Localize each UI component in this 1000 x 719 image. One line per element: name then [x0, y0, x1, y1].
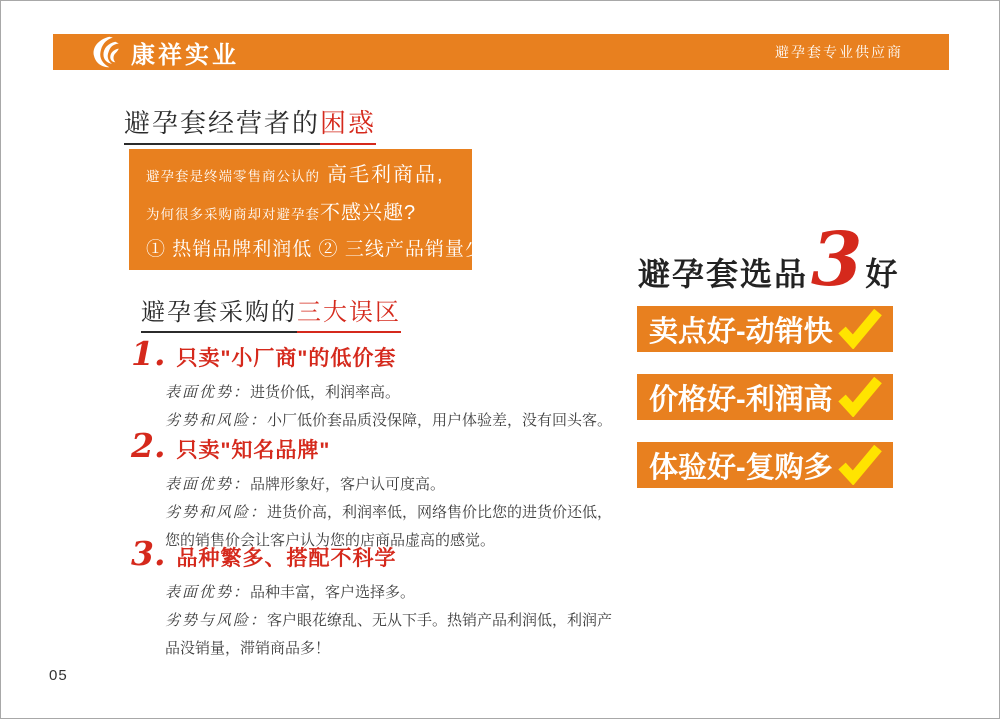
- benefit-banner-2: [637, 374, 893, 420]
- mistakes-section-title: [141, 292, 401, 327]
- mistake-2-heading-row: [131, 426, 617, 465]
- left-main-title: [124, 103, 376, 140]
- check-icon: [837, 445, 883, 485]
- advantage-text: 品种丰富，客户选择多。: [250, 584, 416, 601]
- selection-title: [638, 217, 900, 303]
- mistakes-title-prefix: 避孕套采购的: [141, 299, 297, 333]
- pain-point-line1-normal: 避孕套是终端零售商公认的: [146, 169, 320, 184]
- mistake-1-advantage: [165, 379, 617, 407]
- mistake-1-number: 1.: [131, 334, 166, 373]
- mistake-2-advantage: [165, 471, 617, 499]
- selection-title-suffix: 好: [865, 256, 900, 292]
- left-main-title-highlight: 困惑: [320, 108, 376, 145]
- benefit-banner-1: [637, 306, 893, 352]
- risk-label: 劣势和风险：: [165, 412, 268, 429]
- risk-text: 客户眼花缭乱、无从下手。热销产品利润低，利润产品没销量，滞销商品多！: [165, 612, 613, 657]
- mistake-2-heading: 只卖"知名品牌": [176, 439, 331, 462]
- mistake-1-body: [165, 379, 617, 435]
- mistake-1-heading-row: [131, 334, 617, 373]
- header-tagline: 避孕套专业供应商: [775, 44, 903, 60]
- mistake-3-number: 3.: [131, 534, 166, 573]
- benefit-banner-3: [637, 442, 893, 488]
- mistake-3-heading: 品种繁多、搭配不科学: [176, 547, 397, 570]
- selection-title-prefix: 避孕套选品: [638, 256, 809, 292]
- benefit-banner-2-label: 价格好-利润高: [649, 383, 833, 416]
- header-bar: [53, 34, 949, 70]
- benefit-banner-1-label: 卖点好-动销快: [649, 315, 833, 348]
- pain-point-line2-normal: 为何很多采购商却对避孕套: [146, 207, 320, 222]
- pain-point-box: [129, 149, 485, 270]
- advantage-label: 表面优势：: [165, 476, 251, 493]
- advantage-text: 品牌形象好，客户认可度高。: [250, 476, 446, 493]
- check-icon: [837, 377, 883, 417]
- advantage-label: 表面优势：: [165, 384, 251, 401]
- check-icon: [837, 309, 883, 349]
- mistakes-title-highlight: 三大误区: [297, 299, 401, 333]
- risk-text: 进货价高，利润率低，网络售价比您的进货价还低，您的销售价会让客户认为您的店商品虚高的感觉。: [165, 504, 613, 549]
- risk-label: 劣势和风险：: [165, 504, 268, 521]
- advantage-label: 表面优势：: [165, 584, 251, 601]
- mistake-1-heading: 只卖"小厂商"的低价套: [176, 347, 397, 370]
- page-number: 05: [49, 667, 68, 684]
- pain-point-line-3: ① 热销品牌利润低 ② 三线产品销量少: [146, 239, 485, 260]
- mistake-3-heading-row: [131, 534, 617, 573]
- mistake-3-body: [165, 579, 617, 663]
- advantage-text: 进货价低，利润率高。: [250, 384, 401, 401]
- mistake-item-3: [131, 534, 617, 663]
- pain-point-line2-large: 不感兴趣?: [320, 202, 417, 224]
- brand-name: 康祥实业: [131, 41, 239, 69]
- mistake-3-risk: [165, 607, 617, 663]
- pain-point-line1-large: 高毛利商品,: [327, 164, 445, 186]
- mistake-item-1: [131, 334, 617, 435]
- selection-title-big-3: 3: [811, 217, 863, 303]
- mistake-3-advantage: [165, 579, 617, 607]
- pain-point-line-1: [146, 158, 472, 187]
- pain-point-line-2: [146, 196, 472, 225]
- risk-text: 小厂低价套品质没保障，用户体验差，没有回头客。: [267, 412, 613, 429]
- phoenix-logo-icon: [89, 35, 123, 69]
- mistake-2-number: 2.: [131, 426, 166, 465]
- left-main-title-prefix: 避孕套经营者的: [124, 108, 320, 145]
- benefit-banner-3-label: 体验好-复购多: [649, 451, 833, 484]
- risk-label: 劣势与风险：: [165, 612, 268, 629]
